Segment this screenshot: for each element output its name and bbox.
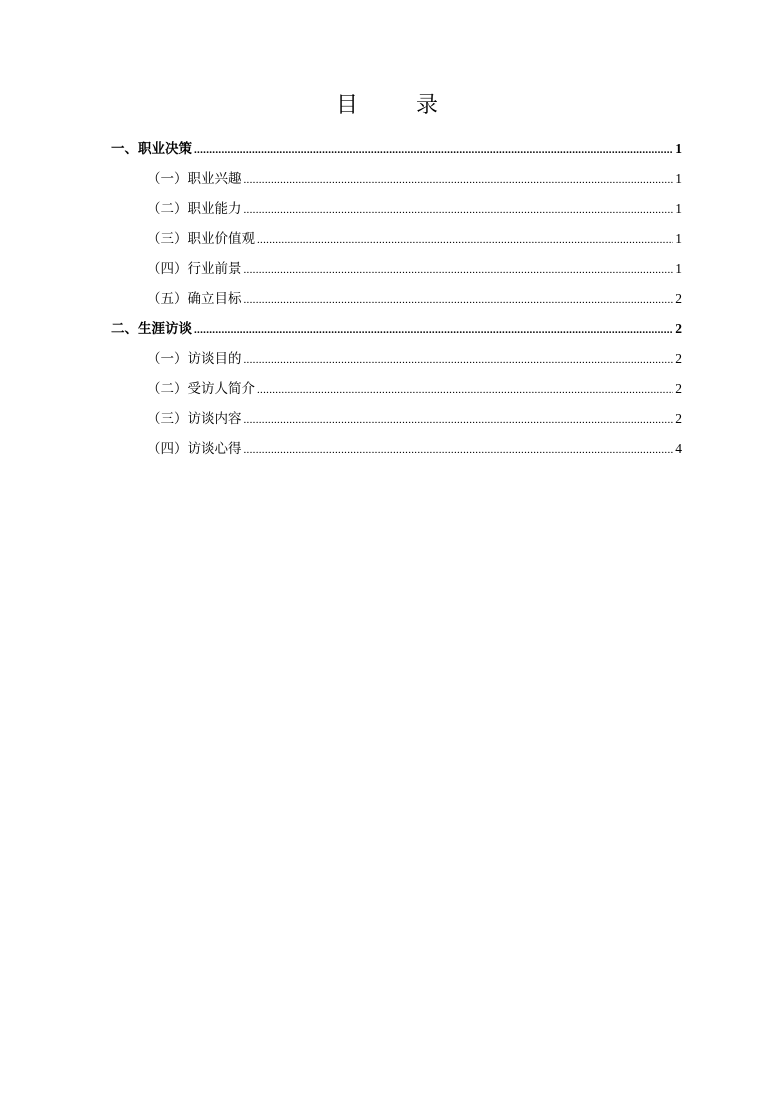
toc-dot-leader bbox=[244, 195, 674, 225]
toc-dot-leader bbox=[244, 285, 674, 315]
toc-dot-leader bbox=[244, 405, 674, 435]
toc-dot-leader bbox=[257, 225, 673, 255]
toc-entry-career-interest[interactable] bbox=[147, 164, 682, 194]
toc-entry-interview-content[interactable] bbox=[147, 404, 682, 434]
toc-dot-leader bbox=[244, 345, 674, 375]
toc-entry-label: （三）职业价值观 bbox=[147, 231, 255, 247]
toc-entry-interviewee-profile[interactable] bbox=[147, 374, 682, 404]
toc-dot-leader bbox=[194, 315, 673, 345]
toc-entry-page: 1 bbox=[675, 231, 682, 246]
toc-entry-label: （二）职业能力 bbox=[147, 201, 242, 217]
toc-entry-label: 二、生涯访谈 bbox=[111, 321, 192, 337]
toc-entry-label: （二）受访人简介 bbox=[147, 381, 255, 397]
toc-entry-page: 2 bbox=[675, 321, 682, 336]
toc-entry-page: 1 bbox=[675, 261, 682, 276]
toc-dot-leader bbox=[257, 375, 673, 405]
toc-entry-page: 2 bbox=[675, 381, 682, 396]
toc-dot-leader bbox=[244, 165, 674, 195]
toc-title: 目 录 bbox=[335, 93, 456, 118]
toc-dot-leader bbox=[244, 435, 674, 465]
toc-entry-page: 2 bbox=[675, 351, 682, 366]
toc-entry-label: 一、职业决策 bbox=[111, 141, 192, 157]
toc-entry-page: 1 bbox=[675, 201, 682, 216]
toc-entry-career-interview[interactable] bbox=[111, 314, 682, 344]
toc-entry-interview-reflections[interactable] bbox=[147, 434, 682, 464]
toc-entry-label: （五）确立目标 bbox=[147, 291, 242, 307]
toc-entry-set-goals[interactable] bbox=[147, 284, 682, 314]
toc-entry-label: （一）访谈目的 bbox=[147, 351, 242, 367]
toc-entry-label: （一）职业兴趣 bbox=[147, 171, 242, 187]
toc-entry-page: 2 bbox=[675, 411, 682, 426]
toc-entry-label: （四）访谈心得 bbox=[147, 441, 242, 457]
toc-entry-label: （三）访谈内容 bbox=[147, 411, 242, 427]
toc-dot-leader bbox=[244, 255, 674, 285]
toc-entry-career-ability[interactable] bbox=[147, 194, 682, 224]
toc-entry-page: 4 bbox=[675, 441, 682, 456]
toc-entry-interview-purpose[interactable] bbox=[147, 344, 682, 374]
toc-entry-label: （四）行业前景 bbox=[147, 261, 242, 277]
toc-entry-page: 2 bbox=[675, 291, 682, 306]
toc-entry-career-values[interactable] bbox=[147, 224, 682, 254]
toc-entry-page: 1 bbox=[675, 141, 682, 156]
toc-entry-career-decision[interactable] bbox=[111, 134, 682, 164]
toc-entry-industry-outlook[interactable] bbox=[147, 254, 682, 284]
toc-entry-page: 1 bbox=[675, 171, 682, 186]
toc-dot-leader bbox=[194, 135, 673, 165]
